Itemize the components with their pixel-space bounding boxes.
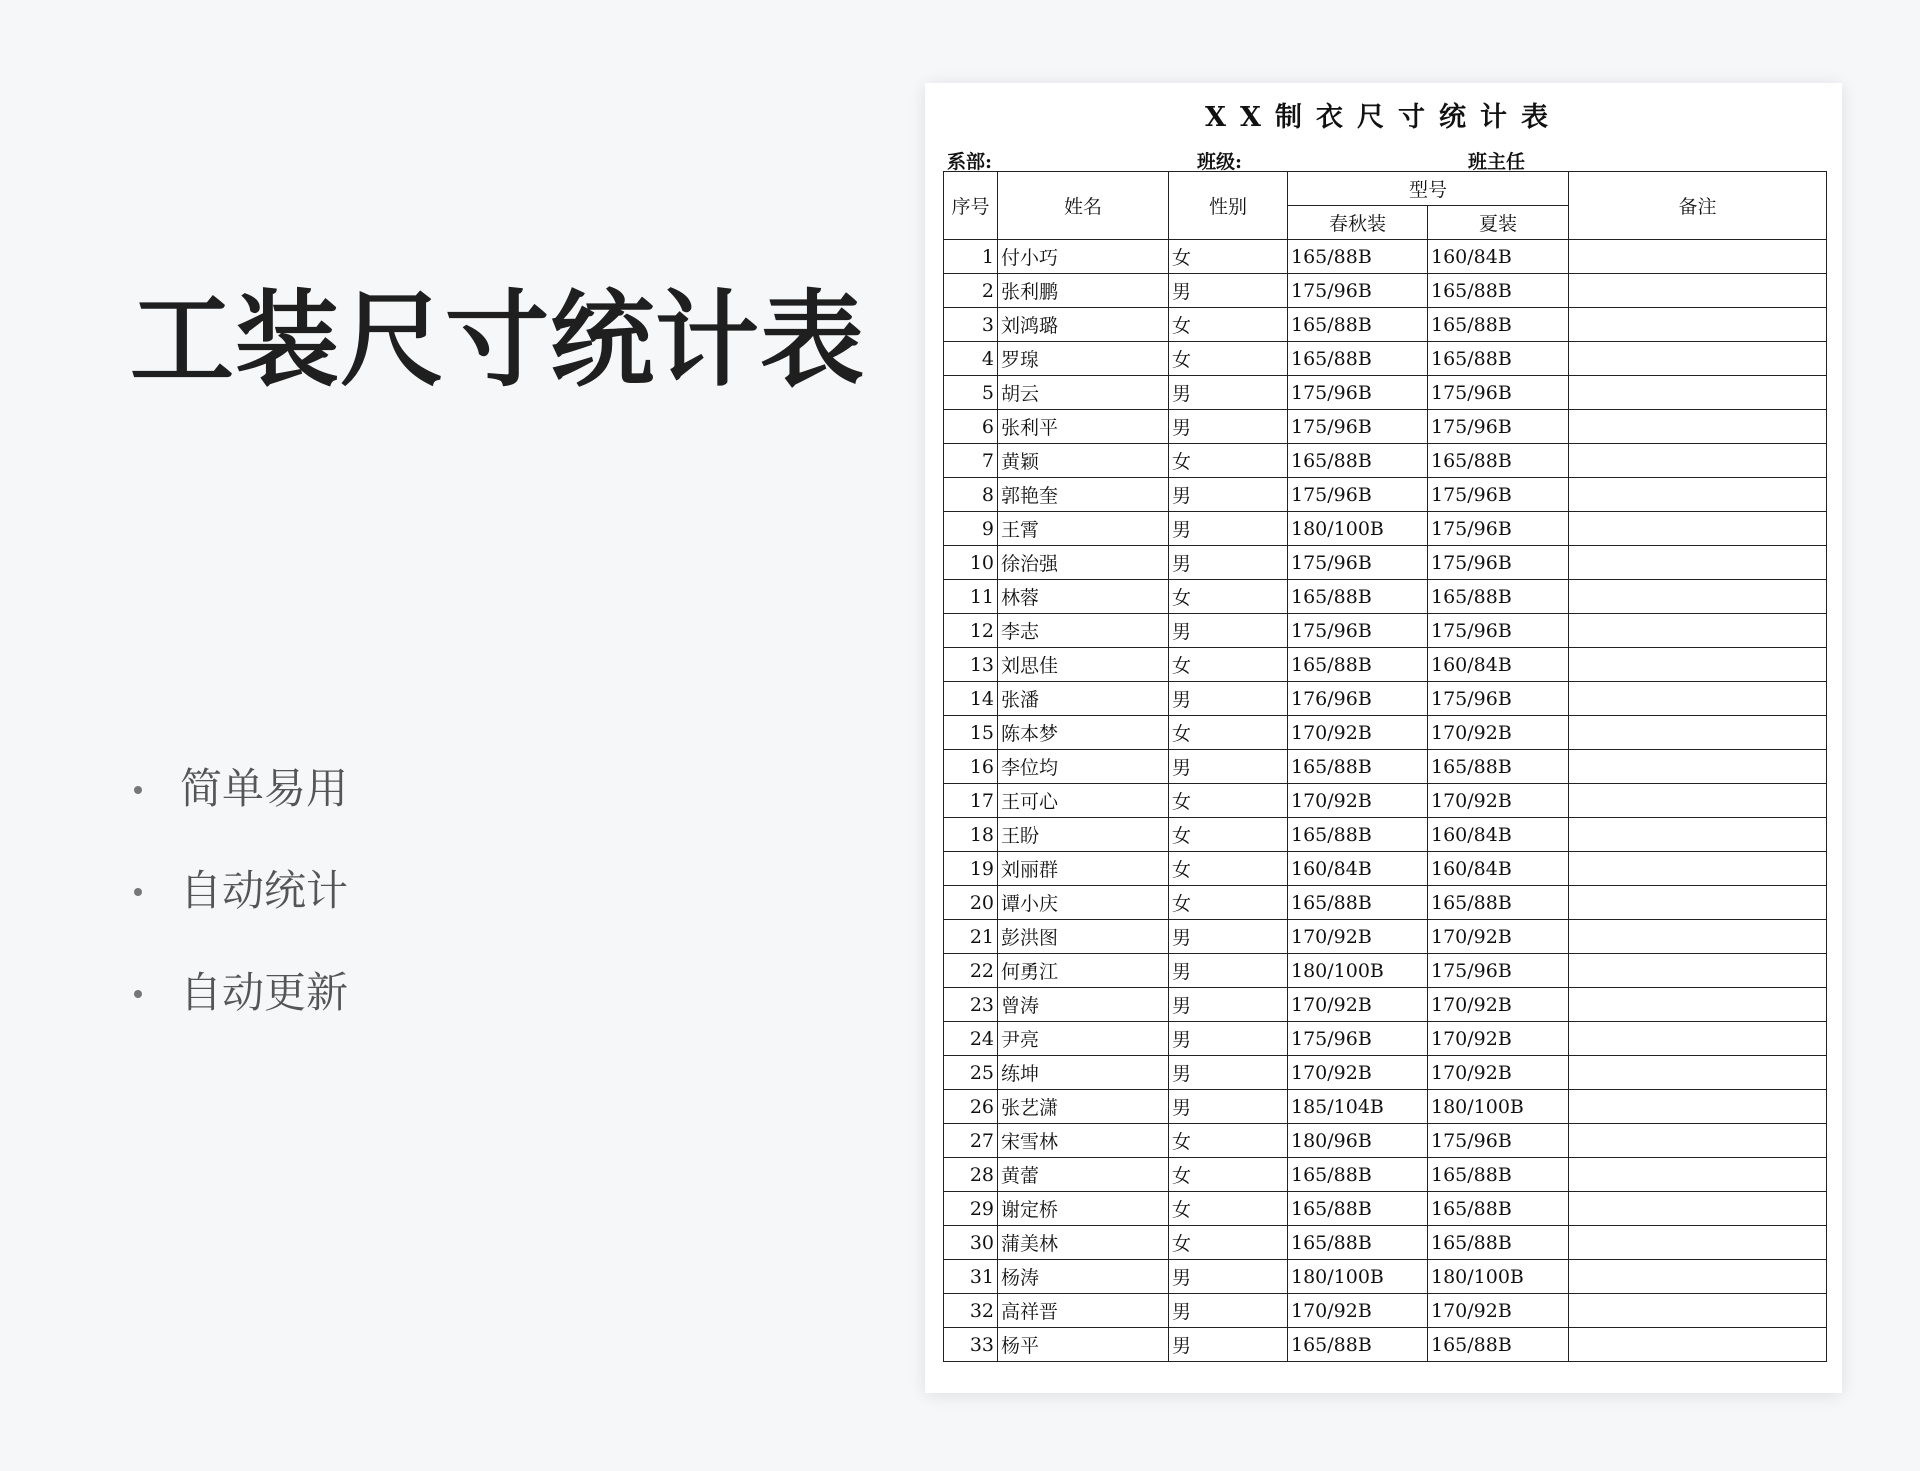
header-no: 序号 xyxy=(944,172,998,240)
feature-label: 自动更新 xyxy=(180,968,349,1017)
header-spring-autumn: 春秋装 xyxy=(1288,206,1428,240)
cell-name: 张潘 xyxy=(998,682,1169,716)
cell-name: 刘丽群 xyxy=(998,852,1169,886)
cell-spring-autumn: 175/96B xyxy=(1288,376,1428,410)
cell-name: 陈本梦 xyxy=(998,716,1169,750)
cell-remarks xyxy=(1569,1158,1827,1192)
cell-no: 18 xyxy=(944,818,998,852)
cell-no: 32 xyxy=(944,1294,998,1328)
spreadsheet-preview xyxy=(925,83,1842,1393)
cell-remarks xyxy=(1569,1260,1827,1294)
cell-spring-autumn: 175/96B xyxy=(1288,410,1428,444)
cell-name: 曾涛 xyxy=(998,988,1169,1022)
cell-name: 林蓉 xyxy=(998,580,1169,614)
cell-gender: 男 xyxy=(1169,1260,1288,1294)
cell-no: 3 xyxy=(944,308,998,342)
table-row xyxy=(944,784,1827,818)
cell-no: 17 xyxy=(944,784,998,818)
table-row xyxy=(944,410,1827,444)
table-row xyxy=(944,308,1827,342)
cell-gender: 女 xyxy=(1169,648,1288,682)
cell-name: 何勇江 xyxy=(998,954,1169,988)
table-row xyxy=(944,1328,1827,1362)
cell-no: 29 xyxy=(944,1192,998,1226)
header-model: 型号 xyxy=(1288,172,1569,206)
cell-no: 26 xyxy=(944,1090,998,1124)
cell-no: 1 xyxy=(944,240,998,274)
table-row xyxy=(944,240,1827,274)
cell-remarks xyxy=(1569,308,1827,342)
table-row xyxy=(944,716,1827,750)
cell-name: 彭洪图 xyxy=(998,920,1169,954)
cell-no: 13 xyxy=(944,648,998,682)
cell-spring-autumn: 170/92B xyxy=(1288,716,1428,750)
cell-summer: 175/96B xyxy=(1428,376,1569,410)
table-row xyxy=(944,648,1827,682)
cell-gender: 女 xyxy=(1169,886,1288,920)
cell-remarks xyxy=(1569,1328,1827,1362)
table-row xyxy=(944,376,1827,410)
cell-summer: 170/92B xyxy=(1428,716,1569,750)
cell-remarks xyxy=(1569,750,1827,784)
cell-no: 20 xyxy=(944,886,998,920)
table-row xyxy=(944,478,1827,512)
cell-gender: 男 xyxy=(1169,1090,1288,1124)
cell-spring-autumn: 180/100B xyxy=(1288,1260,1428,1294)
cell-summer: 175/96B xyxy=(1428,682,1569,716)
cell-summer: 180/100B xyxy=(1428,1090,1569,1124)
bullet-icon xyxy=(134,990,142,998)
cell-name: 王霄 xyxy=(998,512,1169,546)
cell-gender: 女 xyxy=(1169,1226,1288,1260)
cell-summer: 165/88B xyxy=(1428,308,1569,342)
cell-remarks xyxy=(1569,1090,1827,1124)
cell-spring-autumn: 175/96B xyxy=(1288,478,1428,512)
cell-summer: 170/92B xyxy=(1428,1294,1569,1328)
cell-name: 杨涛 xyxy=(998,1260,1169,1294)
cell-spring-autumn: 165/88B xyxy=(1288,1158,1428,1192)
feature-item xyxy=(130,840,348,942)
cell-spring-autumn: 175/96B xyxy=(1288,1022,1428,1056)
cell-spring-autumn: 165/88B xyxy=(1288,750,1428,784)
cell-no: 14 xyxy=(944,682,998,716)
cell-gender: 女 xyxy=(1169,1124,1288,1158)
cell-no: 2 xyxy=(944,274,998,308)
header-summer: 夏装 xyxy=(1428,206,1569,240)
table-row xyxy=(944,274,1827,308)
cell-spring-autumn: 165/88B xyxy=(1288,1192,1428,1226)
header-remarks: 备注 xyxy=(1569,172,1827,240)
cell-no: 8 xyxy=(944,478,998,512)
cell-no: 27 xyxy=(944,1124,998,1158)
cell-spring-autumn: 170/92B xyxy=(1288,784,1428,818)
cell-remarks xyxy=(1569,410,1827,444)
cell-summer: 175/96B xyxy=(1428,546,1569,580)
cell-spring-autumn: 176/96B xyxy=(1288,682,1428,716)
cell-spring-autumn: 185/104B xyxy=(1288,1090,1428,1124)
cell-gender: 女 xyxy=(1169,580,1288,614)
cell-no: 16 xyxy=(944,750,998,784)
cell-no: 19 xyxy=(944,852,998,886)
cell-gender: 男 xyxy=(1169,376,1288,410)
cell-no: 15 xyxy=(944,716,998,750)
cell-summer: 175/96B xyxy=(1428,614,1569,648)
cell-no: 4 xyxy=(944,342,998,376)
feature-item xyxy=(130,738,348,840)
cell-remarks xyxy=(1569,376,1827,410)
cell-summer: 165/88B xyxy=(1428,1328,1569,1362)
cell-spring-autumn: 165/88B xyxy=(1288,444,1428,478)
cell-name: 付小巧 xyxy=(998,240,1169,274)
table-row xyxy=(944,444,1827,478)
cell-remarks xyxy=(1569,784,1827,818)
cell-spring-autumn: 180/96B xyxy=(1288,1124,1428,1158)
cell-spring-autumn: 180/100B xyxy=(1288,512,1428,546)
cell-remarks xyxy=(1569,954,1827,988)
cell-no: 10 xyxy=(944,546,998,580)
cell-gender: 男 xyxy=(1169,682,1288,716)
cell-remarks xyxy=(1569,1056,1827,1090)
cell-summer: 175/96B xyxy=(1428,1124,1569,1158)
table-row xyxy=(944,954,1827,988)
feature-label: 简单易用 xyxy=(180,764,349,813)
cell-gender: 女 xyxy=(1169,308,1288,342)
table-row xyxy=(944,920,1827,954)
cell-no: 25 xyxy=(944,1056,998,1090)
table-row xyxy=(944,1090,1827,1124)
table-row xyxy=(944,1226,1827,1260)
cell-summer: 165/88B xyxy=(1428,750,1569,784)
cell-no: 21 xyxy=(944,920,998,954)
cell-summer: 165/88B xyxy=(1428,1158,1569,1192)
cell-gender: 女 xyxy=(1169,1192,1288,1226)
cell-summer: 165/88B xyxy=(1428,342,1569,376)
cell-gender: 男 xyxy=(1169,410,1288,444)
feature-list xyxy=(130,738,348,1044)
table-row xyxy=(944,852,1827,886)
cell-name: 刘思佳 xyxy=(998,648,1169,682)
cell-summer: 160/84B xyxy=(1428,648,1569,682)
cell-summer: 170/92B xyxy=(1428,988,1569,1022)
cell-spring-autumn: 170/92B xyxy=(1288,1294,1428,1328)
sheet-title: XX制衣尺寸统计表 xyxy=(1205,102,1562,133)
size-table xyxy=(943,171,1827,1362)
cell-spring-autumn: 165/88B xyxy=(1288,308,1428,342)
cell-name: 张艺潇 xyxy=(998,1090,1169,1124)
cell-remarks xyxy=(1569,614,1827,648)
cell-summer: 175/96B xyxy=(1428,478,1569,512)
cell-spring-autumn: 170/92B xyxy=(1288,920,1428,954)
cell-remarks xyxy=(1569,988,1827,1022)
table-row xyxy=(944,1124,1827,1158)
cell-gender: 女 xyxy=(1169,784,1288,818)
cell-spring-autumn: 175/96B xyxy=(1288,546,1428,580)
cell-remarks xyxy=(1569,852,1827,886)
cell-spring-autumn: 165/88B xyxy=(1288,818,1428,852)
cell-no: 31 xyxy=(944,1260,998,1294)
cell-gender: 男 xyxy=(1169,988,1288,1022)
table-row xyxy=(944,988,1827,1022)
cell-remarks xyxy=(1569,580,1827,614)
cell-gender: 男 xyxy=(1169,920,1288,954)
cell-gender: 男 xyxy=(1169,1294,1288,1328)
cell-gender: 男 xyxy=(1169,274,1288,308)
cell-spring-autumn: 165/88B xyxy=(1288,1328,1428,1362)
cell-summer: 175/96B xyxy=(1428,512,1569,546)
cell-gender: 男 xyxy=(1169,954,1288,988)
cell-no: 23 xyxy=(944,988,998,1022)
cell-no: 5 xyxy=(944,376,998,410)
cell-gender: 女 xyxy=(1169,716,1288,750)
cell-name: 宋雪林 xyxy=(998,1124,1169,1158)
cell-gender: 男 xyxy=(1169,1328,1288,1362)
cell-remarks xyxy=(1569,1294,1827,1328)
table-row xyxy=(944,1260,1827,1294)
cell-name: 刘鸿璐 xyxy=(998,308,1169,342)
promo-panel xyxy=(130,270,870,1017)
cell-spring-autumn: 180/100B xyxy=(1288,954,1428,988)
cell-name: 蒲美林 xyxy=(998,1226,1169,1260)
cell-name: 徐治强 xyxy=(998,546,1169,580)
department-label: 系部: xyxy=(947,151,993,173)
cell-spring-autumn: 165/88B xyxy=(1288,1226,1428,1260)
table-row xyxy=(944,682,1827,716)
cell-summer: 175/96B xyxy=(1428,954,1569,988)
cell-summer: 165/88B xyxy=(1428,886,1569,920)
cell-no: 11 xyxy=(944,580,998,614)
table-row xyxy=(944,1022,1827,1056)
cell-no: 7 xyxy=(944,444,998,478)
table-row xyxy=(944,1294,1827,1328)
table-row xyxy=(944,1056,1827,1090)
feature-item xyxy=(130,942,348,1044)
table-row xyxy=(944,1192,1827,1226)
cell-no: 22 xyxy=(944,954,998,988)
cell-summer: 160/84B xyxy=(1428,240,1569,274)
cell-spring-autumn: 160/84B xyxy=(1288,852,1428,886)
cell-no: 12 xyxy=(944,614,998,648)
cell-remarks xyxy=(1569,240,1827,274)
cell-name: 王盼 xyxy=(998,818,1169,852)
table-row xyxy=(944,1158,1827,1192)
promo-title: 工装尺寸统计表 xyxy=(130,279,866,401)
cell-name: 罗瑔 xyxy=(998,342,1169,376)
cell-spring-autumn: 165/88B xyxy=(1288,886,1428,920)
bullet-icon xyxy=(134,888,142,896)
cell-name: 练坤 xyxy=(998,1056,1169,1090)
cell-name: 杨平 xyxy=(998,1328,1169,1362)
cell-summer: 170/92B xyxy=(1428,920,1569,954)
cell-remarks xyxy=(1569,444,1827,478)
cell-summer: 165/88B xyxy=(1428,444,1569,478)
cell-summer: 160/84B xyxy=(1428,852,1569,886)
cell-name: 谭小庆 xyxy=(998,886,1169,920)
cell-no: 6 xyxy=(944,410,998,444)
cell-no: 9 xyxy=(944,512,998,546)
cell-summer: 170/92B xyxy=(1428,784,1569,818)
cell-name: 郭艳奎 xyxy=(998,478,1169,512)
cell-spring-autumn: 165/88B xyxy=(1288,342,1428,376)
header-gender: 性别 xyxy=(1169,172,1288,240)
feature-label: 自动统计 xyxy=(180,866,349,915)
cell-gender: 女 xyxy=(1169,240,1288,274)
cell-remarks xyxy=(1569,274,1827,308)
cell-summer: 180/100B xyxy=(1428,1260,1569,1294)
table-row xyxy=(944,580,1827,614)
cell-spring-autumn: 170/92B xyxy=(1288,1056,1428,1090)
cell-spring-autumn: 175/96B xyxy=(1288,274,1428,308)
cell-name: 张利鹏 xyxy=(998,274,1169,308)
cell-spring-autumn: 165/88B xyxy=(1288,240,1428,274)
cell-no: 30 xyxy=(944,1226,998,1260)
cell-gender: 女 xyxy=(1169,1158,1288,1192)
header-name: 姓名 xyxy=(998,172,1169,240)
cell-name: 尹亮 xyxy=(998,1022,1169,1056)
table-body xyxy=(944,240,1827,1362)
cell-remarks xyxy=(1569,478,1827,512)
cell-remarks xyxy=(1569,512,1827,546)
cell-no: 33 xyxy=(944,1328,998,1362)
cell-summer: 165/88B xyxy=(1428,1192,1569,1226)
cell-gender: 男 xyxy=(1169,614,1288,648)
cell-gender: 男 xyxy=(1169,546,1288,580)
cell-summer: 175/96B xyxy=(1428,410,1569,444)
teacher-label: 班主任 xyxy=(1468,151,1526,173)
cell-summer: 165/88B xyxy=(1428,1226,1569,1260)
cell-remarks xyxy=(1569,1226,1827,1260)
cell-remarks xyxy=(1569,716,1827,750)
cell-gender: 女 xyxy=(1169,852,1288,886)
cell-remarks xyxy=(1569,818,1827,852)
cell-name: 黄蕾 xyxy=(998,1158,1169,1192)
cell-remarks xyxy=(1569,1192,1827,1226)
cell-spring-autumn: 165/88B xyxy=(1288,648,1428,682)
cell-gender: 男 xyxy=(1169,750,1288,784)
table-row xyxy=(944,886,1827,920)
cell-summer: 160/84B xyxy=(1428,818,1569,852)
cell-gender: 男 xyxy=(1169,512,1288,546)
class-label: 班级: xyxy=(1197,151,1243,173)
cell-remarks xyxy=(1569,682,1827,716)
cell-spring-autumn: 175/96B xyxy=(1288,614,1428,648)
cell-remarks xyxy=(1569,546,1827,580)
cell-summer: 165/88B xyxy=(1428,580,1569,614)
cell-name: 黄颖 xyxy=(998,444,1169,478)
cell-name: 高祥晋 xyxy=(998,1294,1169,1328)
cell-summer: 165/88B xyxy=(1428,274,1569,308)
table-row xyxy=(944,546,1827,580)
table-row xyxy=(944,614,1827,648)
cell-remarks xyxy=(1569,648,1827,682)
cell-remarks xyxy=(1569,1124,1827,1158)
cell-name: 王可心 xyxy=(998,784,1169,818)
cell-remarks xyxy=(1569,1022,1827,1056)
cell-gender: 男 xyxy=(1169,1022,1288,1056)
cell-name: 胡云 xyxy=(998,376,1169,410)
cell-summer: 170/92B xyxy=(1428,1022,1569,1056)
cell-remarks xyxy=(1569,886,1827,920)
cell-no: 24 xyxy=(944,1022,998,1056)
cell-name: 张利平 xyxy=(998,410,1169,444)
table-row xyxy=(944,512,1827,546)
cell-gender: 男 xyxy=(1169,1056,1288,1090)
table-row xyxy=(944,818,1827,852)
cell-remarks xyxy=(1569,920,1827,954)
cell-gender: 女 xyxy=(1169,444,1288,478)
cell-name: 李志 xyxy=(998,614,1169,648)
cell-summer: 170/92B xyxy=(1428,1056,1569,1090)
cell-gender: 女 xyxy=(1169,342,1288,376)
table-row xyxy=(944,750,1827,784)
table-row xyxy=(944,342,1827,376)
cell-no: 28 xyxy=(944,1158,998,1192)
cell-name: 谢定桥 xyxy=(998,1192,1169,1226)
cell-gender: 女 xyxy=(1169,818,1288,852)
cell-spring-autumn: 165/88B xyxy=(1288,580,1428,614)
bullet-icon xyxy=(134,786,142,794)
cell-remarks xyxy=(1569,342,1827,376)
cell-spring-autumn: 170/92B xyxy=(1288,988,1428,1022)
cell-gender: 男 xyxy=(1169,478,1288,512)
cell-name: 李位均 xyxy=(998,750,1169,784)
